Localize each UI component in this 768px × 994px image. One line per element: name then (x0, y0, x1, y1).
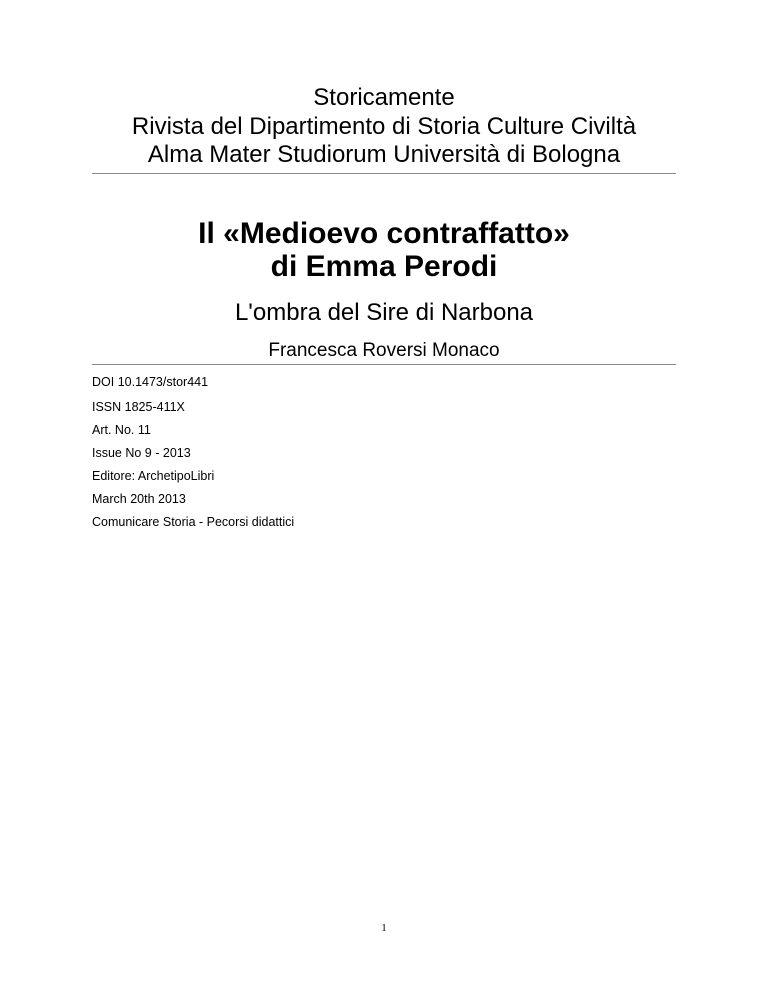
issn-line: ISSN 1825-411X (92, 400, 185, 414)
section-line: Comunicare Storia - Pecorsi didattici (92, 515, 295, 529)
journal-header (92, 84, 676, 170)
publisher-line: Editore: ArchetipoLibri (92, 469, 215, 483)
date-line: March 20th 2013 (92, 492, 186, 506)
article-number-line: Art. No. 11 (92, 423, 151, 437)
page-number: 1 (381, 922, 387, 934)
issue-line: Issue No 9 - 2013 (92, 446, 191, 460)
journal-name: Storicamente (313, 84, 455, 111)
journal-university: Alma Mater Studiorum Università di Bologna (147, 141, 621, 168)
article-title-line-2: di Emma Perodi (270, 250, 498, 283)
article-author: Francesca Roversi Monaco (268, 340, 500, 361)
article-title (92, 217, 676, 283)
article-subtitle: L'ombra del Sire di Narbona (234, 299, 534, 326)
author-divider (92, 364, 676, 365)
doi-line: DOI 10.1473/stor441 (92, 375, 209, 389)
article-title-line-1: Il «Medioevo contraffatto» (198, 217, 570, 250)
header-divider (92, 173, 676, 174)
journal-department: Rivista del Dipartimento di Storia Culture Civiltà (131, 112, 637, 140)
